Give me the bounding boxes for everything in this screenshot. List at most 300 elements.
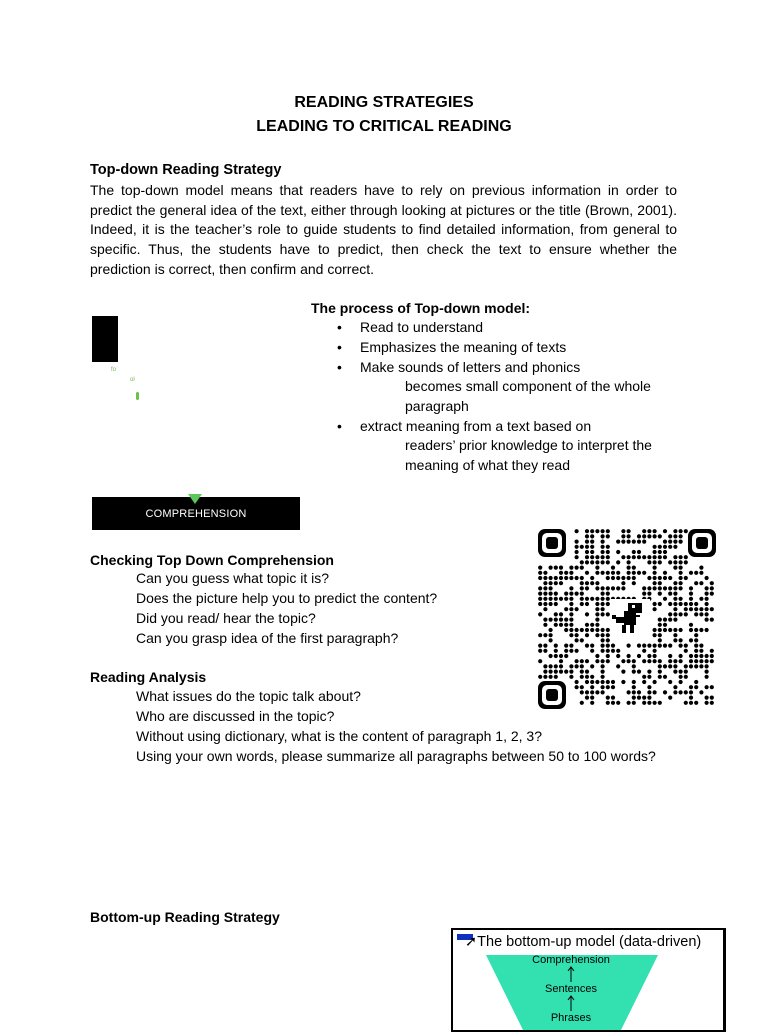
qr-dot [668, 586, 672, 590]
qr-dot [538, 576, 542, 580]
qr-dot [689, 586, 693, 590]
qr-dot [585, 534, 589, 538]
qr-dot [653, 566, 657, 570]
qr-dot [585, 659, 589, 663]
qr-dot [549, 670, 553, 674]
comprehension-banner [92, 497, 300, 530]
qr-dot [601, 555, 605, 559]
qr-dot [673, 664, 677, 668]
qr-finder-bottom-left [538, 681, 566, 709]
qr-dot [684, 649, 688, 653]
qr-dot [601, 586, 605, 590]
qr-dot [595, 586, 599, 590]
qr-dot [554, 618, 558, 622]
qr-dot [647, 586, 651, 590]
qr-dot [705, 607, 709, 611]
qr-finder-top-left [538, 529, 566, 557]
qr-dot [595, 618, 599, 622]
qr-dot [595, 633, 599, 637]
qr-dot [705, 685, 709, 689]
qr-dot [590, 555, 594, 559]
qr-dot [606, 628, 610, 632]
qr-dot [658, 623, 662, 627]
qr-dot [642, 586, 646, 590]
qr-dot [554, 602, 558, 606]
qr-dot [632, 540, 636, 544]
qr-dot [689, 701, 693, 705]
qr-dot [658, 555, 662, 559]
qr-dot [616, 576, 620, 580]
qr-dot [663, 555, 667, 559]
qr-dot [569, 670, 573, 674]
qr-dot [637, 670, 641, 674]
qr-dot [673, 534, 677, 538]
qr-dot [663, 597, 667, 601]
qr-dot [595, 607, 599, 611]
qr-dot [595, 555, 599, 559]
qr-dot [580, 675, 584, 679]
qr-dot [580, 576, 584, 580]
qr-dot [580, 659, 584, 663]
qr-dot [647, 670, 651, 674]
qr-dot [595, 659, 599, 663]
qr-dot [549, 592, 553, 596]
qr-dot [601, 597, 605, 601]
qr-dot [705, 602, 709, 606]
qr-dot [710, 592, 714, 596]
qr-dot [590, 696, 594, 700]
qr-dot [689, 659, 693, 663]
qr-dot [606, 602, 610, 606]
qr-dot [538, 612, 542, 616]
qr-dot [543, 644, 547, 648]
qr-dot [694, 649, 698, 653]
qr-dot [606, 592, 610, 596]
qr-dot [606, 550, 610, 554]
qr-dot [585, 602, 589, 606]
qr-dot [616, 649, 620, 653]
qr-dot [642, 571, 646, 575]
qr-dot [647, 560, 651, 564]
qr-dot [632, 550, 636, 554]
qr-dot [647, 592, 651, 596]
qr-dot [601, 685, 605, 689]
qr-dot [554, 576, 558, 580]
qr-dot [549, 654, 553, 658]
qr-dot [585, 690, 589, 694]
qr-dot [549, 586, 553, 590]
checking-item: Did you read/ hear the topic? [136, 610, 316, 626]
qr-dot [569, 566, 573, 570]
qr-dot [621, 680, 625, 684]
qr-dot [663, 550, 667, 554]
topdown-heading: Top-down Reading Strategy [90, 162, 282, 178]
qr-dot [595, 690, 599, 694]
qr-dot [549, 618, 553, 622]
qr-dot [663, 690, 667, 694]
qr-dot [679, 529, 683, 533]
qr-dot [627, 690, 631, 694]
qr-dot [705, 664, 709, 668]
qr-dot [585, 680, 589, 684]
qr-dot [554, 592, 558, 596]
qr-dot [668, 644, 672, 648]
qr-dot [590, 560, 594, 564]
qr-dot [632, 555, 636, 559]
qr-dot [642, 555, 646, 559]
qr-dot [699, 690, 703, 694]
qr-dot [590, 545, 594, 549]
qr-dot [606, 633, 610, 637]
qr-dot [606, 649, 610, 653]
qr-dot [543, 607, 547, 611]
qr-dot [564, 597, 568, 601]
qr-dot [679, 628, 683, 632]
qr-dot [632, 696, 636, 700]
qr-dot [585, 540, 589, 544]
diagram-small-text-2: ol [130, 377, 135, 383]
qr-dot [663, 586, 667, 590]
qr-dot [637, 654, 641, 658]
qr-dot [543, 571, 547, 575]
qr-dot [653, 534, 657, 538]
qr-dot [601, 612, 605, 616]
qr-dot [684, 644, 688, 648]
qr-dot [585, 560, 589, 564]
qr-dot [595, 680, 599, 684]
qr-dot [559, 670, 563, 674]
qr-dot [616, 571, 620, 575]
qr-dot [679, 540, 683, 544]
qr-dot [601, 560, 605, 564]
qr-dot [653, 545, 657, 549]
qr-dot [569, 644, 573, 648]
document-title-line1: READING STRATEGIES [294, 94, 474, 111]
qr-dot [601, 664, 605, 668]
qr-dot [585, 550, 589, 554]
qr-dot [585, 597, 589, 601]
qr-dot [658, 602, 662, 606]
qr-dot [580, 690, 584, 694]
qr-dot [689, 602, 693, 606]
qr-dot [611, 696, 615, 700]
qr-dot [684, 602, 688, 606]
qr-dot [564, 623, 568, 627]
qr-dot [564, 628, 568, 632]
qr-dot [585, 696, 589, 700]
qr-dot [601, 529, 605, 533]
qr-dot [632, 690, 636, 694]
qr-dot [549, 633, 553, 637]
qr-dot [673, 602, 677, 606]
process-continuation: paragraph [405, 398, 469, 414]
qr-dot [575, 529, 579, 533]
qr-dot [673, 618, 677, 622]
qr-finder-top-right [688, 529, 716, 557]
qr-dot [559, 576, 563, 580]
qr-dot [647, 576, 651, 580]
qr-dot [705, 592, 709, 596]
qr-dot [673, 529, 677, 533]
qr-dot [554, 654, 558, 658]
qr-dot [564, 644, 568, 648]
qr-dot [590, 529, 594, 533]
qr-dot [705, 696, 709, 700]
qr-dot [580, 638, 584, 642]
qr-dot [569, 612, 573, 616]
qr-dot [673, 628, 677, 632]
qr-dot [585, 581, 589, 585]
qr-dot [606, 638, 610, 642]
qr-dot [658, 644, 662, 648]
qr-dot [611, 701, 615, 705]
qr-dot [632, 581, 636, 585]
qr-dot [543, 618, 547, 622]
qr-dot [668, 654, 672, 658]
qr-dot [663, 664, 667, 668]
qr-dot [569, 633, 573, 637]
qr-dot [595, 654, 599, 658]
qr-dot [606, 644, 610, 648]
qr-dot [647, 696, 651, 700]
qr-dot [710, 701, 714, 705]
qr-dot [590, 623, 594, 627]
qr-dot [699, 612, 703, 616]
qr-dot [601, 649, 605, 653]
qr-dot [575, 540, 579, 544]
qr-dot [585, 675, 589, 679]
qr-dot [585, 571, 589, 575]
qr-dot [679, 576, 683, 580]
qr-dot [668, 696, 672, 700]
qr-dot [590, 550, 594, 554]
qr-dot [632, 685, 636, 689]
qr-dot [585, 545, 589, 549]
qr-dot [658, 576, 662, 580]
qr-dot [585, 586, 589, 590]
qr-dot [564, 607, 568, 611]
qr-dot [601, 690, 605, 694]
qr-dot [689, 685, 693, 689]
qr-dot [637, 540, 641, 544]
qr-dot [580, 586, 584, 590]
qr-dot [658, 560, 662, 564]
qr-dot [689, 571, 693, 575]
qr-dot [595, 581, 599, 585]
qr-dot [658, 550, 662, 554]
qr-dot [658, 618, 662, 622]
qr-dot [710, 607, 714, 611]
qr-dot [689, 696, 693, 700]
process-item: extract meaning from a text based on [360, 418, 592, 434]
qr-dot [580, 545, 584, 549]
qr-dot [606, 701, 610, 705]
qr-dot [653, 701, 657, 705]
qr-dot [642, 644, 646, 648]
qr-dot [554, 566, 558, 570]
bullet-icon: • [337, 319, 342, 335]
qr-dot [575, 545, 579, 549]
qr-dot [575, 685, 579, 689]
qr-dot [673, 581, 677, 585]
qr-dot [559, 612, 563, 616]
qr-dot [601, 571, 605, 575]
qr-dot [559, 623, 563, 627]
qr-dot [689, 607, 693, 611]
qr-dot [611, 571, 615, 575]
qr-dot [554, 612, 558, 616]
qr-dot [679, 690, 683, 694]
qr-dot [653, 586, 657, 590]
qr-dot [653, 633, 657, 637]
qr-dot [663, 576, 667, 580]
qr-dot [653, 529, 657, 533]
qr-dot [606, 571, 610, 575]
qr-dot [575, 566, 579, 570]
qr-dot [705, 701, 709, 705]
qr-dot [694, 602, 698, 606]
qr-dot [673, 586, 677, 590]
qr-dot [575, 649, 579, 653]
qr-dot [575, 555, 579, 559]
qr-dot [658, 664, 662, 668]
process-item: Make sounds of letters and phonics [360, 359, 581, 375]
qr-dot [575, 659, 579, 663]
qr-dot [705, 654, 709, 658]
qr-dot [632, 701, 636, 705]
qr-dot [564, 649, 568, 653]
qr-dot [673, 612, 677, 616]
qr-dot [679, 560, 683, 564]
qr-dot [595, 560, 599, 564]
qr-dot [694, 644, 698, 648]
qr-dot [679, 612, 683, 616]
qr-dot [559, 597, 563, 601]
qr-dot [554, 644, 558, 648]
qr-dot [554, 581, 558, 585]
qr-dot [595, 602, 599, 606]
qr-dot [569, 623, 573, 627]
qr-dot [668, 592, 672, 596]
qr-dot [611, 586, 615, 590]
qr-dot [627, 529, 631, 533]
qr-dot [684, 612, 688, 616]
qr-dot [705, 618, 709, 622]
qr-dot [538, 633, 542, 637]
qr-dot [606, 529, 610, 533]
qr-dot [580, 592, 584, 596]
process-item: Read to understand [360, 319, 483, 335]
qr-dot [611, 680, 615, 684]
qr-dot [569, 597, 573, 601]
qr-dot [569, 586, 573, 590]
checking-heading: Checking Top Down Comprehension [90, 552, 334, 568]
qr-dot [590, 540, 594, 544]
qr-dot [679, 602, 683, 606]
qr-dot [569, 664, 573, 668]
qr-dot [705, 628, 709, 632]
qr-dot [549, 576, 553, 580]
qr-dot [684, 675, 688, 679]
qr-dot [590, 597, 594, 601]
qr-dot [627, 560, 631, 564]
qr-dot [653, 649, 657, 653]
qr-dot [642, 696, 646, 700]
qr-dot [627, 540, 631, 544]
qr-dot [653, 654, 657, 658]
qr-dot [601, 540, 605, 544]
process-continuation: becomes small component of the whole [405, 378, 651, 394]
qr-dot [663, 545, 667, 549]
qr-dot [621, 670, 625, 674]
qr-dot [699, 566, 703, 570]
bottomup-heading: Bottom-up Reading Strategy [90, 909, 280, 925]
qr-dot [590, 628, 594, 632]
qr-dot [585, 644, 589, 648]
qr-dot [621, 659, 625, 663]
topdown-paragraph: The top-down model means that readers have to rely on previous information in order to predict the general idea of the text, either through looking at pictures or the title (Brown, 2001). Indeed, it is the teacher’s role to guide students to find detailed information, from general to specific. Thus, the students have to predict, then check the text to ensure whether the prediction is correct, then confirm and correct. [90, 182, 677, 277]
bullet-icon: • [337, 359, 342, 375]
qr-dot [632, 664, 636, 668]
qr-dot [559, 618, 563, 622]
process-continuation: meaning of what they read [405, 457, 570, 473]
qr-dot [538, 675, 542, 679]
qr-dot [673, 607, 677, 611]
diagram-title-text: The bottom-up model (data-driven) [477, 934, 702, 950]
qr-dot [679, 534, 683, 538]
qr-dot [705, 576, 709, 580]
qr-dot [606, 560, 610, 564]
qr-dot [658, 534, 662, 538]
qr-dot [611, 566, 615, 570]
qr-dot [642, 540, 646, 544]
qr-dot [668, 612, 672, 616]
qr-dot [632, 571, 636, 575]
qr-dot [705, 586, 709, 590]
qr-dot [653, 602, 657, 606]
bullet-icon: • [337, 418, 342, 434]
qr-dot [668, 560, 672, 564]
qr-dot [606, 555, 610, 559]
qr-dot [538, 644, 542, 648]
qr-dot [673, 540, 677, 544]
diagram-green-mark [136, 392, 139, 400]
qr-dot [668, 680, 672, 684]
qr-dot [538, 586, 542, 590]
qr-dot [590, 649, 594, 653]
qr-dot [637, 690, 641, 694]
qr-dot [689, 654, 693, 658]
qr-dot [564, 654, 568, 658]
qr-dot [673, 638, 677, 642]
qr-dot [647, 685, 651, 689]
qr-dot [616, 664, 620, 668]
qr-dot [694, 680, 698, 684]
qr-dot [601, 644, 605, 648]
qr-dot [590, 680, 594, 684]
analysis-item: What issues do the topic talk about? [136, 688, 361, 704]
qr-dot [559, 654, 563, 658]
qr-dot [658, 638, 662, 642]
qr-dot [569, 675, 573, 679]
qr-dot [549, 675, 553, 679]
qr-dot [642, 680, 646, 684]
qr-dot [684, 607, 688, 611]
qr-dot [580, 664, 584, 668]
qr-dot [575, 628, 579, 632]
qr-dot [679, 555, 683, 559]
qr-dot [549, 664, 553, 668]
